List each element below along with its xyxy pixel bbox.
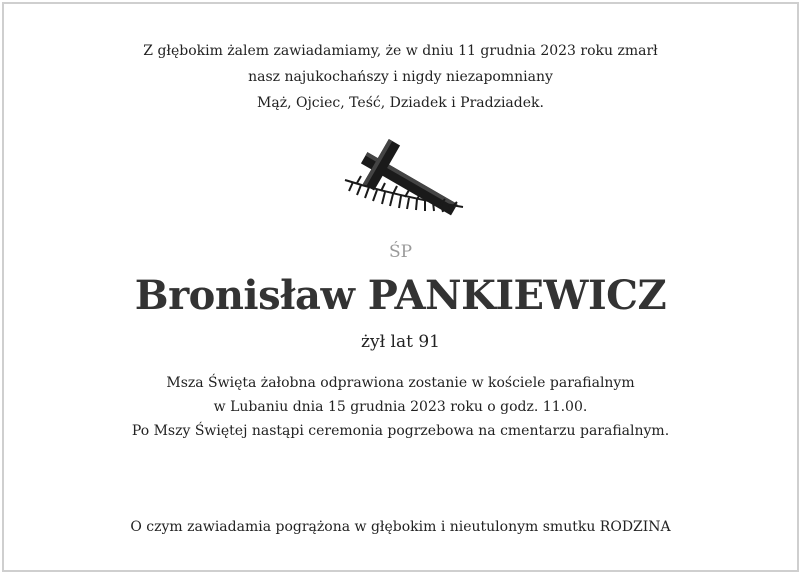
cross-with-palm-branch-icon: [339, 135, 471, 231]
deceased-name: Bronisław PANKIEWICZ: [134, 272, 667, 319]
intro-line-1: Z głębokim żalem zawiadamiamy, że w dniu 11 grudnia 2023 roku zmarł: [143, 43, 658, 59]
age-text: żył lat 91: [361, 332, 440, 352]
obituary-card: [2, 2, 799, 572]
funeral-mass-info: [4, 371, 797, 443]
intro-line-2: nasz najukochańszy i nigdy niezapomniany: [248, 69, 553, 85]
mass-line-3: Po Mszy Świętej nastąpi ceremonia pogrzebowa na cmentarzu parafialnym.: [131, 423, 670, 439]
closing-line: O czym zawiadamia pogrążona w głębokim i nieutulonym smutku RODZINA: [130, 519, 671, 535]
mass-line-2: w Lubaniu dnia 15 grudnia 2023 roku o godz. 11.00.: [213, 399, 588, 415]
honorific: ŚP: [388, 242, 413, 262]
announcement-intro: [4, 38, 797, 116]
mass-line-1: Msza Święta żałobna odprawiona zostanie w kościele parafialnym: [166, 375, 635, 391]
intro-line-3: Mąż, Ojciec, Teść, Dziadek i Pradziadek.: [257, 95, 544, 111]
